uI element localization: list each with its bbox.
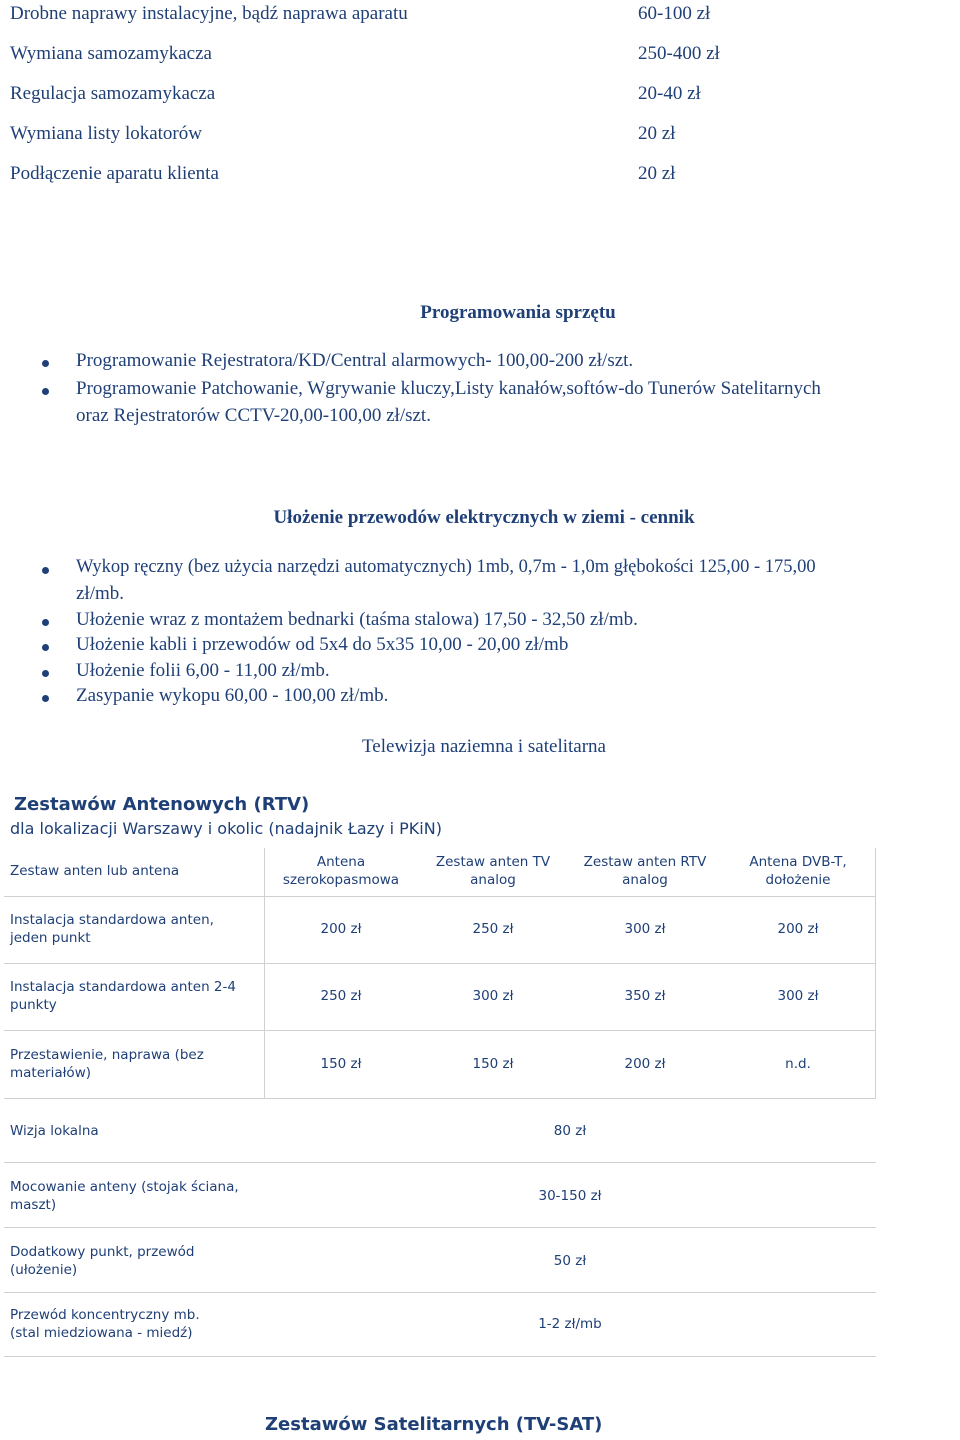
table-header-cell: Antena szerokopasmowa (282, 854, 400, 888)
list-item-text: Ułożenie folii 6,00 - 11,00 zł/mb. (76, 660, 330, 681)
table-header-cell: Zestaw anten RTV analog (583, 854, 707, 888)
table-cell: 200 zł (624, 1056, 666, 1072)
price-item-value: 250-400 zł (638, 43, 720, 64)
table-row-label: Wizja lokalna (10, 1123, 99, 1139)
table-row-label: Mocowanie anteny (stojak ściana, maszt) (10, 1179, 239, 1213)
table-divider (4, 1227, 876, 1228)
list-item-text: oraz Rejestratorów CCTV-20,00-100,00 zł/szt. (76, 405, 431, 426)
table-header-cell: Zestaw anten TV analog (435, 854, 551, 888)
table-header-cell: Zestaw anten lub antena (10, 863, 180, 879)
table-merged-cell: 1-2 zł/mb (538, 1316, 602, 1332)
bullet-icon (42, 644, 49, 651)
table-divider (4, 1292, 876, 1293)
table-cell: 350 zł (624, 988, 666, 1004)
table-cell: 300 zł (777, 988, 819, 1004)
table-cell: n.d. (785, 1056, 811, 1072)
price-item-value: 20-40 zł (638, 83, 701, 104)
list-item-text: Zasypanie wykopu 60,00 - 100,00 zł/mb. (76, 685, 389, 706)
price-item-label: Wymiana listy lokatorów (10, 123, 202, 144)
list-item-text: Programowanie Patchowanie, Wgrywanie kluczy,Listy kanałów,softów-do Tunerów Satelitarnych (76, 378, 821, 399)
list-item-text: zł/mb. (76, 583, 125, 604)
tv-title: Telewizja naziemna i satelitarna (362, 736, 606, 757)
table-cell: 150 zł (320, 1056, 362, 1072)
rtv-title: Zestawów Antenowych (RTV) (14, 794, 310, 815)
programming-title: Programowania sprzętu (420, 302, 616, 323)
table-divider (4, 1030, 876, 1031)
table-cell: 200 zł (777, 921, 819, 937)
table-divider (4, 1098, 876, 1099)
table-divider (4, 1356, 876, 1357)
price-item-value: 20 zł (638, 123, 676, 144)
table-divider (4, 1162, 876, 1163)
table-column-divider (875, 848, 876, 1098)
bullet-icon (42, 670, 49, 677)
table-cell: 150 zł (472, 1056, 514, 1072)
list-item-text: Programowanie Rejestratora/KD/Central alarmowych- 100,00-200 zł/szt. (76, 350, 634, 371)
table-row-label: Instalacja standardowa anten 2-4 punkty (10, 979, 236, 1013)
table-cell: 300 zł (624, 921, 666, 937)
table-divider (4, 896, 876, 897)
sat-title: Zestawów Satelitarnych (TV-SAT) (265, 1414, 603, 1435)
price-item-value: 20 zł (638, 163, 676, 184)
table-cell: 300 zł (472, 988, 514, 1004)
table-merged-cell: 50 zł (553, 1253, 587, 1269)
table-merged-cell: 80 zł (553, 1123, 587, 1139)
price-item-value: 60-100 zł (638, 3, 711, 24)
table-row-label: Przestawienie, naprawa (bez materiałów) (10, 1047, 204, 1081)
bullet-icon (42, 619, 49, 626)
bullet-icon (42, 360, 49, 367)
table-row-label: Przewód koncentryczny mb. (stal miedziowana - miedź) (10, 1307, 200, 1341)
table-merged-cell: 30-150 zł (538, 1188, 602, 1204)
list-item-text: Ułożenie kabli i przewodów od 5x4 do 5x35 10,00 - 20,00 zł/mb (76, 634, 569, 655)
table-row-label: Dodatkowy punkt, przewód (ułożenie) (10, 1244, 195, 1278)
list-item-text: Ułożenie wraz z montażem bednarki (taśma stalowa) 17,50 - 32,50 zł/mb. (76, 609, 638, 630)
table-divider (4, 963, 876, 964)
table-header-cell: Antena DVB-T, dołożenie (749, 854, 847, 888)
price-item-label: Podłączenie aparatu klienta (10, 163, 219, 184)
price-item-label: Drobne naprawy instalacyjne, bądź naprawa aparatu (10, 3, 408, 24)
bullet-icon (42, 567, 49, 574)
table-cell: 250 zł (320, 988, 362, 1004)
cables-title: Ułożenie przewodów elektrycznych w ziemi - cennik (273, 507, 695, 528)
bullet-icon (42, 388, 49, 395)
list-item-text: Wykop ręczny (bez użycia narzędzi automatycznych) 1mb, 0,7m - 1,0m głębokości 125,00 - 175,00 (76, 557, 816, 577)
table-cell: 200 zł (320, 921, 362, 937)
table-cell: 250 zł (472, 921, 514, 937)
price-item-label: Regulacja samozamykacza (10, 83, 216, 104)
bullet-icon (42, 695, 49, 702)
table-row-label: Instalacja standardowa anten, jeden punkt (10, 912, 214, 946)
price-item-label: Wymiana samozamykacza (10, 43, 212, 64)
rtv-subtitle: dla lokalizacji Warszawy i okolic (nadajnik Łazy i PKiN) (10, 819, 442, 838)
